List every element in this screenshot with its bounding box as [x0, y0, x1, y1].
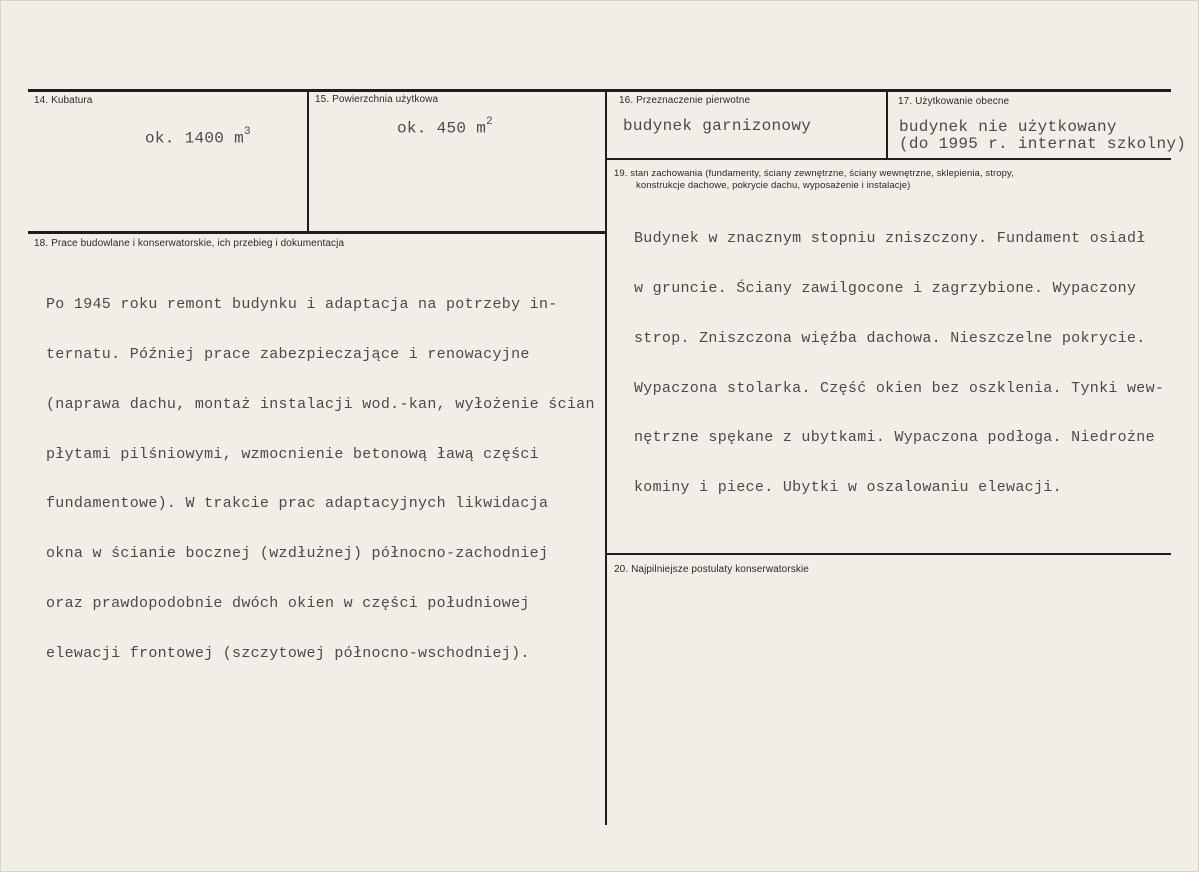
field-18-text — [46, 264, 595, 695]
field-16-label: 16. Przeznaczenie pierwotne — [619, 95, 751, 106]
field-19-line: w gruncie. Ściany zawilgocone i zagrzybione. Wypaczony — [634, 279, 1137, 297]
field-15-unit-exponent: 2 — [486, 116, 494, 128]
rule-above-20 — [605, 553, 1171, 555]
field-18-line: elewacji frontowej (szczytowej północno-wschodniej). — [46, 644, 530, 662]
field-19-line: Budynek w znacznym stopniu zniszczony. Fundament osiadł — [634, 230, 1146, 248]
rule-under-16-17 — [605, 158, 1171, 160]
field-18-line: oraz prawdopodobnie dwóch okien w części południowej — [46, 594, 530, 612]
field-15-value — [397, 116, 493, 137]
field-18-line: Po 1945 roku remont budynku i adaptacja na potrzeby in- — [46, 296, 558, 314]
center-divider — [605, 89, 607, 825]
field-16-value: budynek garnizonowy — [623, 117, 812, 135]
field-15-label: 15. Powierzchnia użytkowa — [315, 94, 439, 105]
divider-16-17 — [886, 89, 888, 159]
field-18-line: fundamentowe). W trakcie prac adaptacyjnych likwidacja — [46, 495, 549, 513]
field-17-line: budynek nie użytkowany — [899, 118, 1117, 136]
field-18-label: 18. Prace budowlane i konserwatorskie, ich przebieg i dokumentacja — [34, 238, 345, 249]
field-19-line: Wypaczona stolarka. Część okien bez oszklenia. Tynki wew- — [634, 379, 1165, 397]
field-18-line: (naprawa dachu, montaż instalacji wod.-kan, wyłożenie ścian — [46, 395, 595, 413]
divider-14-15 — [307, 89, 309, 232]
field-19-label-line1: 19. stan zachowania (fundamenty, ściany zewnętrzne, ściany wewnętrzne, sklepienia, stropy, — [614, 168, 1014, 179]
field-19-label-line2: konstrukcje dachowe, pokrycie dachu, wyposażenie i instalacje) — [636, 180, 911, 191]
field-18-line: płytami pilśniowymi, wzmocnienie betonową ławą części — [46, 445, 539, 463]
field-20-label: 20. Najpilniejsze postulaty konserwatorskie — [614, 564, 809, 575]
field-19-line: kominy i piece. Ubytki w oszalowaniu elewacji. — [634, 479, 1062, 497]
field-14-number: ok. 1400 m — [145, 129, 245, 148]
field-14-unit-exponent: 3 — [244, 126, 251, 138]
field-18-line: ternatu. Później prace zabezpieczające i renowacyjne — [46, 345, 530, 363]
field-14-label: 14. Kubatura — [34, 95, 93, 106]
field-17-line: (do 1995 r. internat szkolny) — [899, 135, 1187, 153]
rule-above-18 — [28, 231, 606, 234]
field-18-line: okna w ścianie bocznej (wzdłużnej) północno-zachodniej — [46, 545, 549, 563]
field-17-label: 17. Użytkowanie obecne — [898, 96, 1010, 107]
field-17-value — [899, 119, 1186, 153]
field-19-line: nętrzne spękane z ubytkami. Wypaczona podłoga. Niedrożne — [634, 429, 1155, 447]
field-14-value — [145, 126, 251, 147]
field-19-line: strop. Zniszczona więźba dachowa. Nieszczelne pokrycie. — [634, 329, 1146, 347]
field-15-number: ok. 450 m — [397, 119, 487, 138]
top-rule — [28, 89, 1171, 92]
field-19-text — [634, 198, 1164, 530]
